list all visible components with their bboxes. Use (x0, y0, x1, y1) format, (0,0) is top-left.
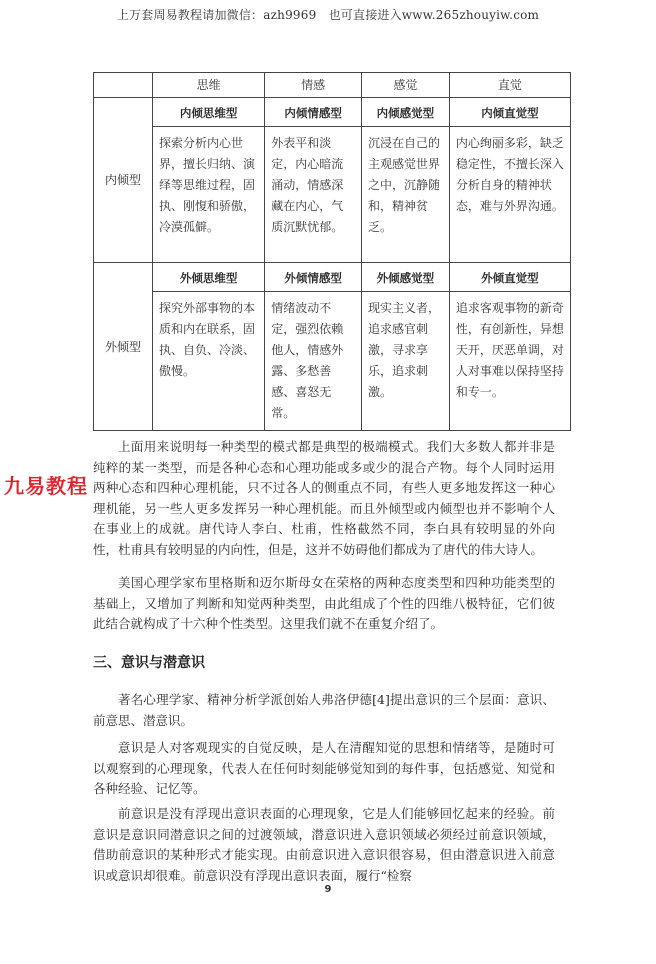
type-description: 沉浸在自己的主观感觉世界之中，沉静随和，精神贫乏。 (367, 136, 440, 234)
type-cell (449, 98, 570, 263)
type-cell (265, 98, 362, 263)
table-row (94, 98, 571, 263)
type-title: 外倾思维型 (153, 266, 264, 292)
type-title: 外倾直觉型 (450, 266, 570, 292)
type-cell (153, 263, 265, 431)
column-header: 情感 (265, 73, 362, 98)
body-paragraph: 意识是人对客观现实的自觉反映，是人在清醒知觉的思想和情绪等，是随时可以观察到的心理现象，代表人在任何时刻能够觉知到的每件事，包括感觉、知觉和各种经验、记忆等。 (93, 740, 555, 796)
body-paragraph: 上面用来说明每一种类型的模式都是典型的极端模式。我们大多数人都并非是纯粹的某一类型，而是各种心态和心理功能或多或少的混合产物。每个人同时运用两种心态和四种心理机能，只不过各人的侧重点不同，有些人更多地发挥这一种心理机能，另一些人更多发挥另一种心理机能。而且外倾型或内倾型也并不影响个人在事业上的成就。唐代诗人李白、杜甫，性格截然不同，李白具有较明显的外向性，杜甫具有较明显的内向性，但是，这并不妨碍他们都成为了唐代的伟大诗人。 (93, 439, 555, 557)
body-paragraph: 著名心理学家、精神分析学派创始人弗洛伊德[4]提出意识的三个层面：意识、前意思、潜意识。 (93, 692, 555, 728)
type-title: 内倾感觉型 (362, 101, 449, 127)
column-header: 直觉 (449, 73, 570, 98)
personality-type-table (93, 72, 571, 431)
table-row (94, 263, 571, 431)
type-description: 外表平和淡定，内心暗流涌动，情感深藏在内心，气质沉默忧郁。 (271, 136, 344, 234)
column-header: 感觉 (361, 73, 449, 98)
type-title: 内倾情感型 (265, 101, 361, 127)
section-heading: 三、意识与潜意识 (93, 655, 205, 671)
type-cell (449, 263, 570, 431)
type-description: 追求客观事物的新奇性，有创新性，异想天开，厌恶单调，对人对事难以保持坚持和专一。 (455, 301, 564, 399)
body-paragraph: 前意识是没有浮现出意识表面的心理现象，它是人们能够回忆起来的经验。前意识是意识同潜意识之间的过渡领域，潜意识进入意识领域必须经过前意识领域，借助前意识的某种形式才能实现。由前意识进入意识很容易，但由潜意识进入前意识或意识却很难。前意识没有浮现出意识表面，履行“检察 (93, 806, 555, 883)
type-cell (361, 263, 449, 431)
type-title: 内倾思维型 (153, 101, 264, 127)
type-cell (361, 98, 449, 263)
type-description: 内心绚丽多彩，缺乏稳定性，不擅长深入分析自身的精神状态，难与外界沟通。 (455, 136, 564, 213)
type-description: 探究外部事物的本质和内在联系，固执、自负、冷淡、傲慢。 (159, 301, 256, 378)
table-header-row (94, 73, 571, 98)
page-number: 9 (324, 884, 332, 895)
header-empty-cell (94, 73, 153, 98)
type-title: 外倾感觉型 (362, 266, 449, 292)
row-label: 外倾型 (94, 263, 153, 431)
watermark-logo: 九易教程 (4, 474, 88, 498)
column-header: 思维 (153, 73, 265, 98)
type-description: 现实主义者，追求感官刺激，寻求享乐，追求刺激。 (367, 301, 440, 399)
type-description: 探索分析内心世界，擅长归纳、演绎等思维过程，固执、刚愎和骄傲，冷漠孤僻。 (159, 136, 256, 234)
type-title: 内倾直觉型 (450, 101, 570, 127)
type-cell (153, 98, 265, 263)
type-title: 外倾情感型 (265, 266, 361, 292)
type-cell (265, 263, 362, 431)
body-paragraph: 美国心理学家布里格斯和迈尔斯母女在荣格的两种态度类型和四种功能类型的基础上，又增加了判断和知觉两种类型，由此组成了个性的四维八极特征，它们彼此结合就构成了十六种个性类型。这里我们就不在重复介绍了。 (93, 575, 555, 631)
type-description: 情绪波动不定，强烈依赖他人，情感外露、多愁善感、喜怒无常。 (271, 301, 344, 420)
row-label: 内倾型 (94, 98, 153, 263)
header-banner: 上万套周易教程请加微信：azh9969 也可直接进入www.265zhouyiw.com (116, 8, 540, 22)
